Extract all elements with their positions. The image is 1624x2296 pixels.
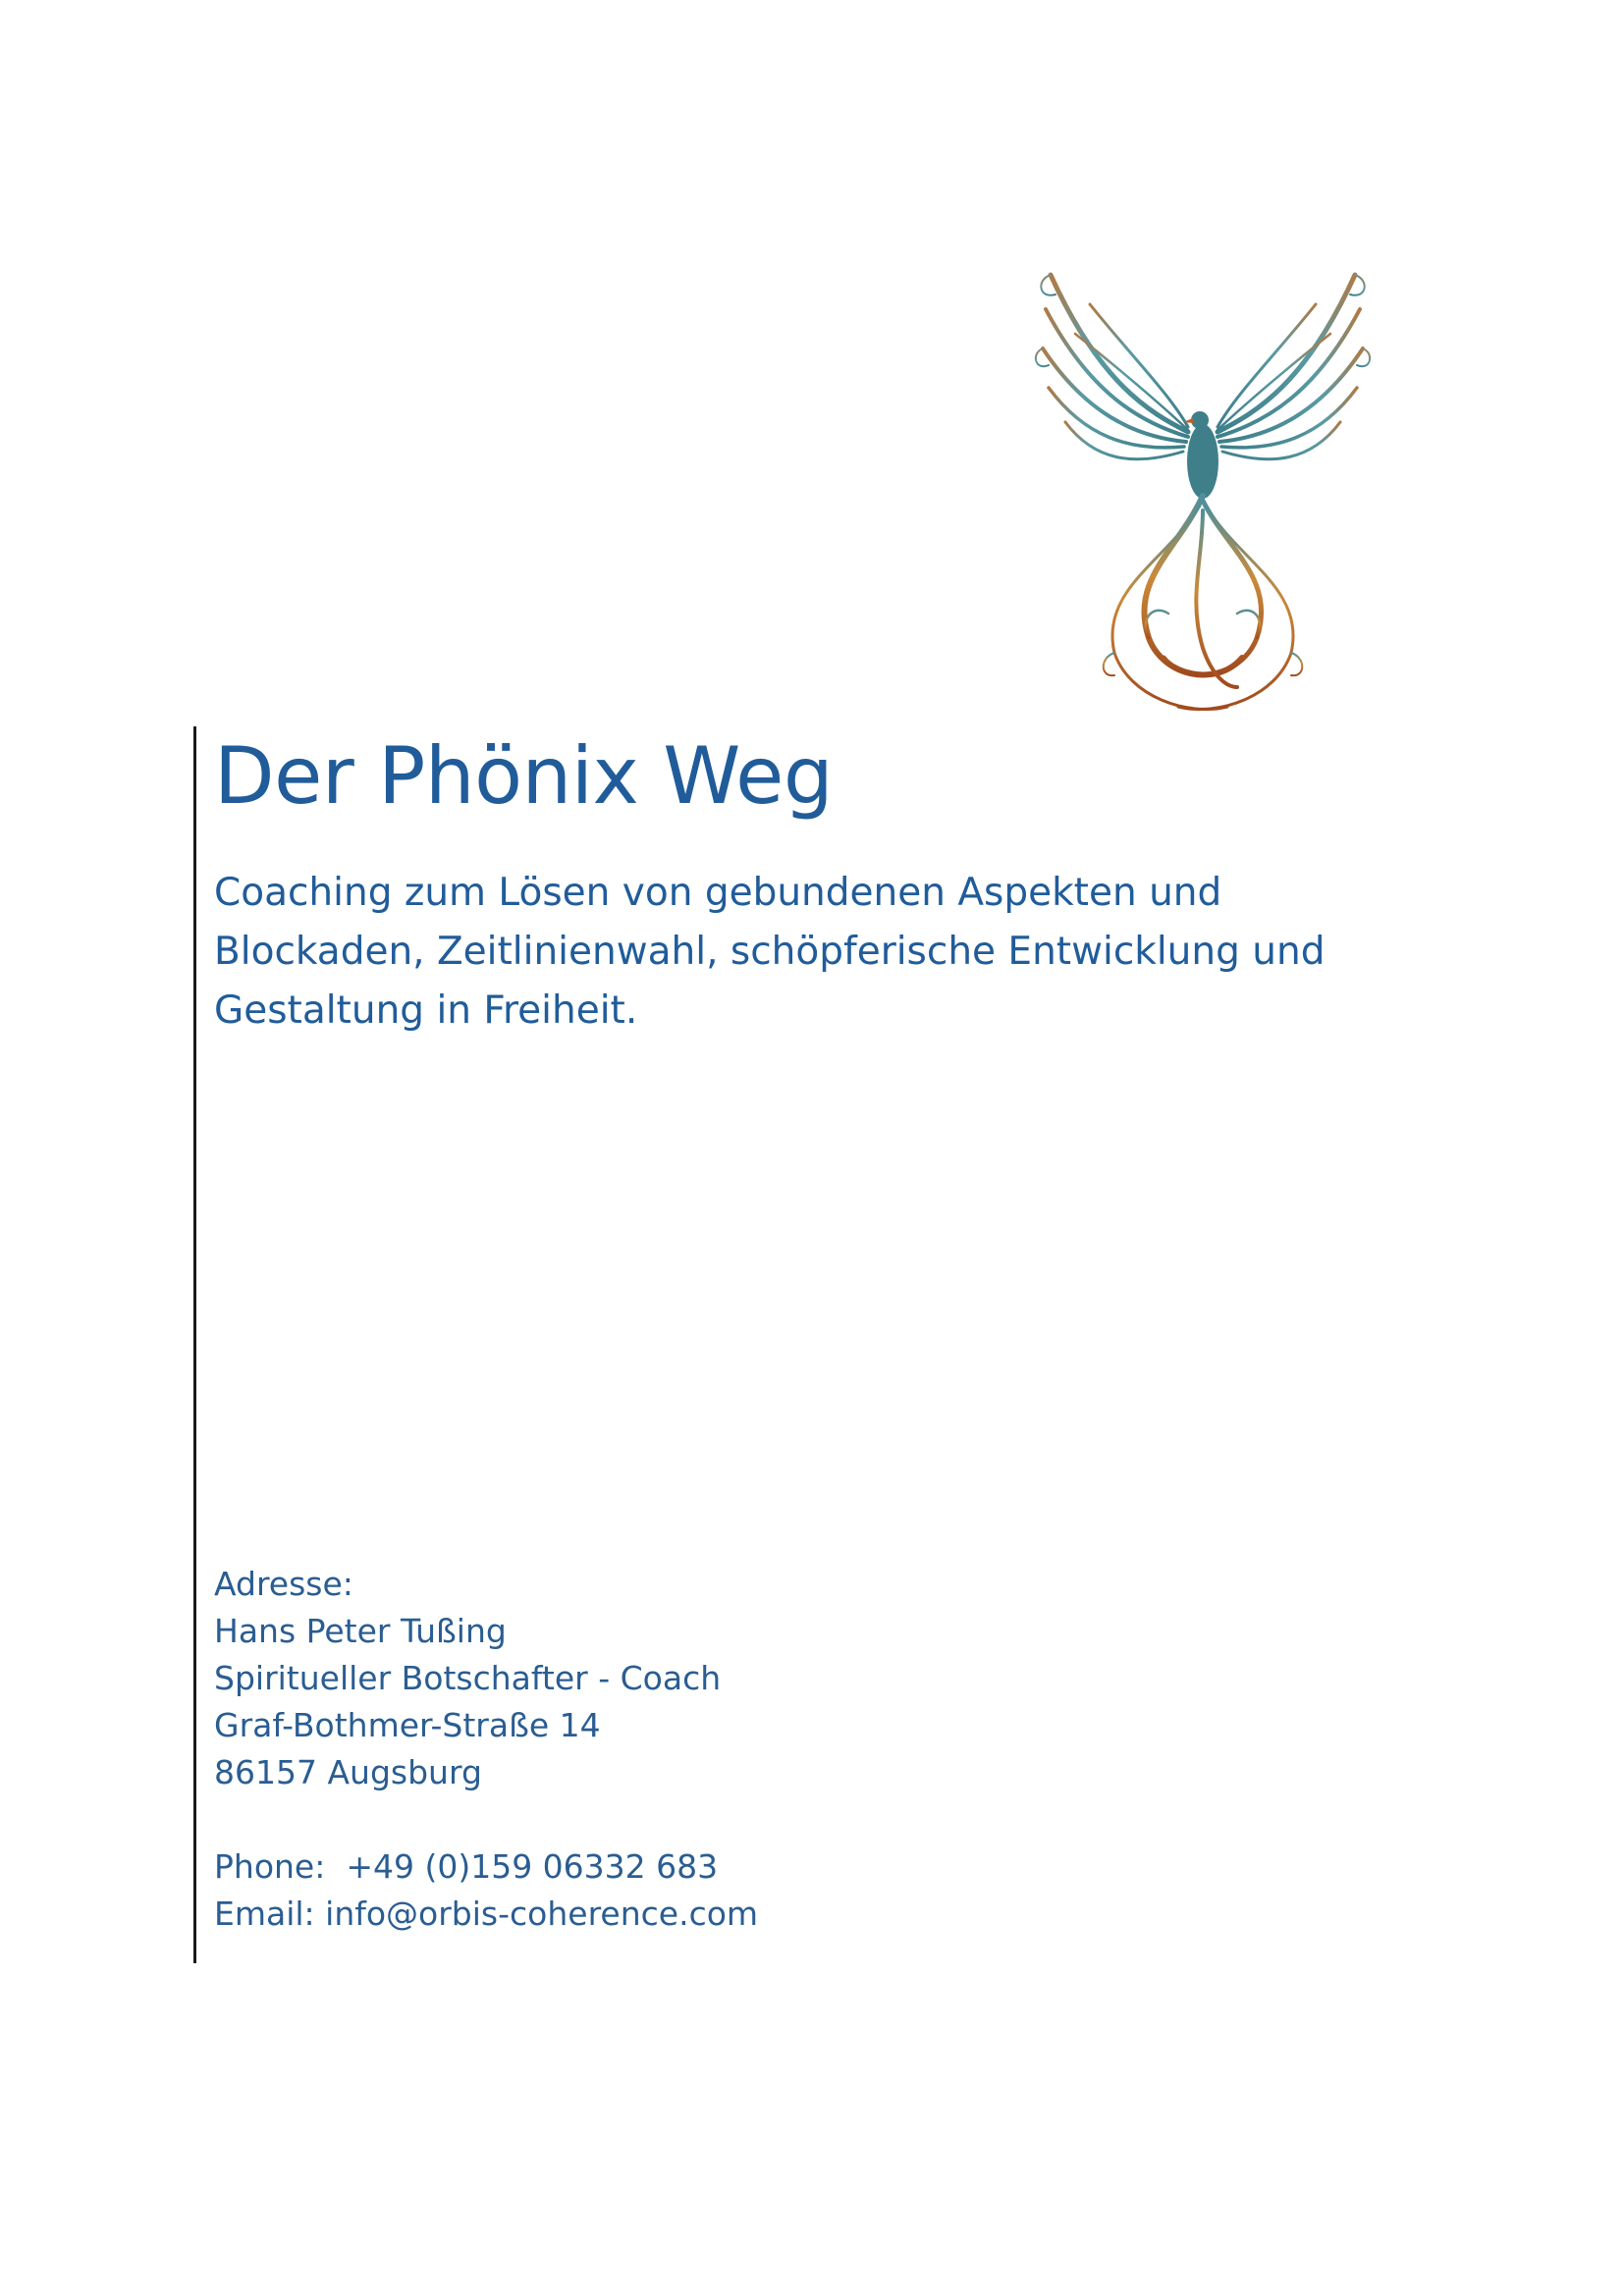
address-label: Adresse: <box>214 1565 353 1603</box>
contact-spacer <box>214 1796 1098 1843</box>
contact-street: Graf-Bothmer-Straße 14 <box>214 1706 601 1744</box>
contact-role: Spiritueller Botschafter - Coach <box>214 1659 722 1697</box>
page-subtitle: Coaching zum Lösen von gebundenen Aspekten und Blockaden, Zeitlinienwahl, schöpferische Entwicklung und Gestaltung in Freiheit. <box>214 871 1326 1033</box>
phoenix-icon <box>1031 265 1375 726</box>
vertical-divider <box>193 726 196 1963</box>
contact-city: 86157 Augsburg <box>214 1753 482 1791</box>
contact-block <box>214 1561 1098 1938</box>
contact-phone: Phone: +49 (0)159 06332 683 <box>214 1847 719 1886</box>
contact-email: Email: info@orbis-coherence.com <box>214 1895 759 1933</box>
page-title: Der Phönix Weg <box>214 730 834 822</box>
contact-name: Hans Peter Tußing <box>214 1612 507 1650</box>
